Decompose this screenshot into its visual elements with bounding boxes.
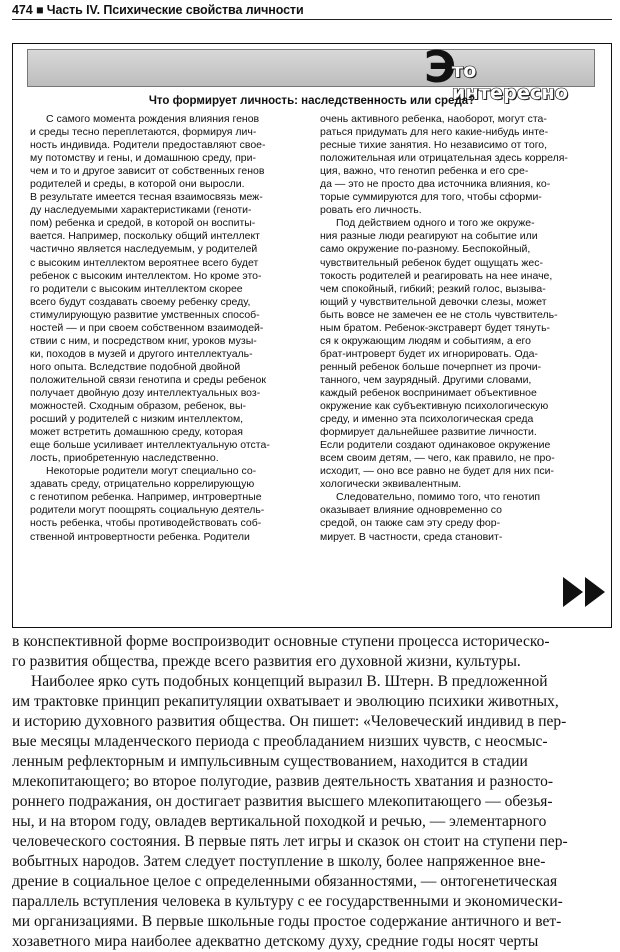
text-line: ми организациями. В первые школьные годы простое содержание античного и вет- xyxy=(12,913,562,930)
banner-text: то интересно xyxy=(452,60,569,104)
text-line: роннего подражания, он достигает развития высшего млекопитающего — обезья- xyxy=(12,793,553,810)
text-line: стимулирующую развитие умственных способ- xyxy=(30,308,260,321)
text-line: ресные тихие занятия. Но независимо от того, xyxy=(320,139,548,152)
text-line: ственной интровертности ребенка. Родители xyxy=(30,530,250,543)
text-line: ренный ребенок больше почерпнет из прочи- xyxy=(320,360,542,373)
text-line: ность индивида. Родители предоставляют свое- xyxy=(30,139,266,152)
text-line: всего будут создавать своему ребенку среду, xyxy=(30,295,251,308)
text-line: средой, он также сам эту среду фор- xyxy=(320,517,501,530)
text-line: здавать среду, отрицательно коррелирующую xyxy=(30,478,255,491)
text-line: брат-интроверт будет их игнорировать. Ода- xyxy=(320,347,538,360)
text-line: родители могут поощрять социальную деятель- xyxy=(30,504,265,517)
text-line: ность ребенка, чтобы противодействовать соб- xyxy=(30,517,262,530)
text-line: само окружение по-разному. Беспокойный, xyxy=(320,243,531,256)
text-line: млекопитающего; во второе полугодие, развив деятельность хватания и разносто- xyxy=(12,773,554,790)
sidebar-box xyxy=(12,43,612,628)
text-line: в конспективной форме воспроизводит основные ступени процесса историческо- xyxy=(12,633,550,650)
text-line: формирует дальнейшее развитие личности. xyxy=(320,426,537,439)
text-line: вобытных народов. Затем следует поступление в школу, более напряженное вне- xyxy=(12,853,546,870)
text-line: дрение в социальное целое с определенными обязанностями, — онтогенетическая xyxy=(12,873,558,890)
text-line: ровать его личность. xyxy=(320,204,422,217)
text-line: торые суммируются для того, чтобы сформи- xyxy=(320,191,542,204)
text-line: ны, и на втором году, овладев вертикальной походкой и речью, — элементарного xyxy=(12,813,547,830)
page-number: 474 xyxy=(12,3,33,17)
text-line: го развития общества, прежде всего развития его духовной жизни, культуры. xyxy=(12,653,521,670)
text-line: с генотипом ребенка. Например, интровертные xyxy=(30,491,262,504)
text-line: да — это не просто два источника влияния, ко- xyxy=(320,178,551,191)
text-line: очень активного ребенка, наоборот, могут ста- xyxy=(320,113,547,125)
text-line: чувствительный ребенок будет ощущать жес- xyxy=(320,256,543,269)
running-header xyxy=(12,2,612,19)
text-line: и историю духовного развития общества. Он пишет: «Человеческий индивид в пер- xyxy=(12,713,567,730)
text-line: родителей и среды, в которой они выросли. xyxy=(30,178,245,191)
text-line: еще больше усиливает интеллектуальную отста- xyxy=(30,439,270,452)
text-line: раться придумать для него какие-нибудь инте- xyxy=(320,126,549,139)
text-line: вается. Например, поскольку общий интеллект xyxy=(30,230,260,243)
text-line: чем спокойный, гибкий; резкий голос, вызыва- xyxy=(320,282,546,295)
banner-first-letter: Э xyxy=(424,42,457,93)
text-line: каждый ребенок воспринимает объективное xyxy=(320,386,537,399)
text-line: Под действием одного и того же окруже- xyxy=(336,217,535,230)
text-line: с высоким интеллектом вероятнее всего будет xyxy=(30,256,259,269)
text-line: среду, и именно эта психологическая среда xyxy=(320,413,534,426)
text-line: положительной связи генотипа и среды ребенок xyxy=(30,373,266,386)
text-line: положительная или отрицательная здесь корреля- xyxy=(320,152,568,165)
text-line: им трактовке принцип рекапитуляции охватывает и эволюцию психики животных, xyxy=(12,693,559,710)
text-line: Следовательно, помимо того, что генотип xyxy=(336,491,541,504)
text-line: может встретить домашнюю среду, которая xyxy=(30,426,243,439)
sidebar-title: Что формирует личность: наследственность или среда? xyxy=(148,95,476,107)
text-line: Если родители создают одинаковое окружение xyxy=(320,439,551,452)
text-line: В результате имеется тесная взаимосвязь меж- xyxy=(30,191,263,204)
text-line: частично является наследуемым, у родителей xyxy=(30,243,258,256)
text-line: ленным рефлекторным и импульсивным существованием, находится в стадии xyxy=(12,753,528,770)
text-line: токость родителей и реагировать на нее иначе, xyxy=(320,269,553,282)
text-line: ребенок с высоким интеллектом. Но кроме это- xyxy=(30,269,262,282)
running-title: Часть IV. Психические свойства личности xyxy=(46,3,304,17)
text-line: лость, приобретенную наследственно. xyxy=(30,452,219,465)
text-line: С самого момента рождения влияния генов xyxy=(46,113,260,125)
next-page-arrows-icon xyxy=(561,574,609,610)
text-line: вые месяцы младенческого периода с преобладанием низших чувств, с неосмыс- xyxy=(12,733,548,750)
text-line: ющий у чувствительной девочки слезы, может xyxy=(320,295,547,308)
text-line: окружение как субъективную психологическую xyxy=(320,400,549,413)
text-line: ки, походов в музей и другого интеллектуаль- xyxy=(30,347,253,360)
text-line: всем своим детям, — чего, как правило, не про- xyxy=(320,452,555,465)
sidebar-left-column xyxy=(30,113,313,544)
text-line: Наиболее ярко суть подобных концепций выразил В. Штерн. В предложенной xyxy=(31,673,548,690)
text-line: чем и то и другое зависит от собственных генов xyxy=(30,165,265,178)
text-line: исходит, — оно все равно не будет для них пси- xyxy=(320,465,554,478)
text-line: хозаветного мира наиболее адекватно детскому духу, средние годы носят черты xyxy=(12,933,539,950)
text-line: му потомству и гены, и домашнюю среду, при- xyxy=(30,152,256,165)
text-line: мирует. В частности, среда становит- xyxy=(320,530,503,543)
text-line: росший у родителей с низким интеллектом, xyxy=(30,413,244,426)
text-line: получает двойную дозу интеллектуальных воз- xyxy=(30,386,261,399)
main-text xyxy=(12,632,616,952)
text-line: го родители с высоким интеллектом скорее xyxy=(30,282,243,295)
text-line: можностей. Сходным образом, ребенок, вы- xyxy=(30,400,247,413)
text-line: ция, важно, что генотип ребенка и его сре- xyxy=(320,165,529,178)
sidebar-right-column xyxy=(320,113,606,544)
text-line: и среды тесно переплетаются, формируя лич- xyxy=(30,126,257,139)
text-line: Некоторые родители могут специально со- xyxy=(46,465,257,478)
text-line: ду наследуемыми характеристиками (геноти- xyxy=(30,204,252,217)
text-line: пом) ребенка и средой, в которой он воспиты- xyxy=(30,217,256,230)
text-line: параллель вступления человека в культуру с ее государственными и экономически- xyxy=(12,893,563,910)
text-line: ния разные люди реагируют на событие или xyxy=(320,230,538,243)
text-line: танного, чем заурядный. Другими словами, xyxy=(320,373,532,386)
text-line: ствии с ним, и посредством книг, уроков музы- xyxy=(30,334,257,347)
header-text xyxy=(12,2,304,18)
text-line: оказывает влияние одновременно со xyxy=(320,504,502,517)
text-line: ного опыта. Вследствие подобной двойной xyxy=(30,360,241,373)
text-line: быть вовсе не замечен ее не столь чувствитель- xyxy=(320,308,558,321)
header-rule xyxy=(12,19,612,20)
text-line: ся к окружающим людям и событиям, а его xyxy=(320,334,531,347)
text-line: ным братом. Ребенок-экстраверт будет тянуть- xyxy=(320,321,551,334)
text-line: хологически эквивалентным. xyxy=(320,478,462,491)
text-line: человеческого состояния. В первые пять лет игры и сказок он стоит на ступени пер- xyxy=(12,833,568,850)
header-separator: ■ xyxy=(35,3,44,17)
text-line: ностей — и при своем собственном взаимодей- xyxy=(30,321,264,334)
